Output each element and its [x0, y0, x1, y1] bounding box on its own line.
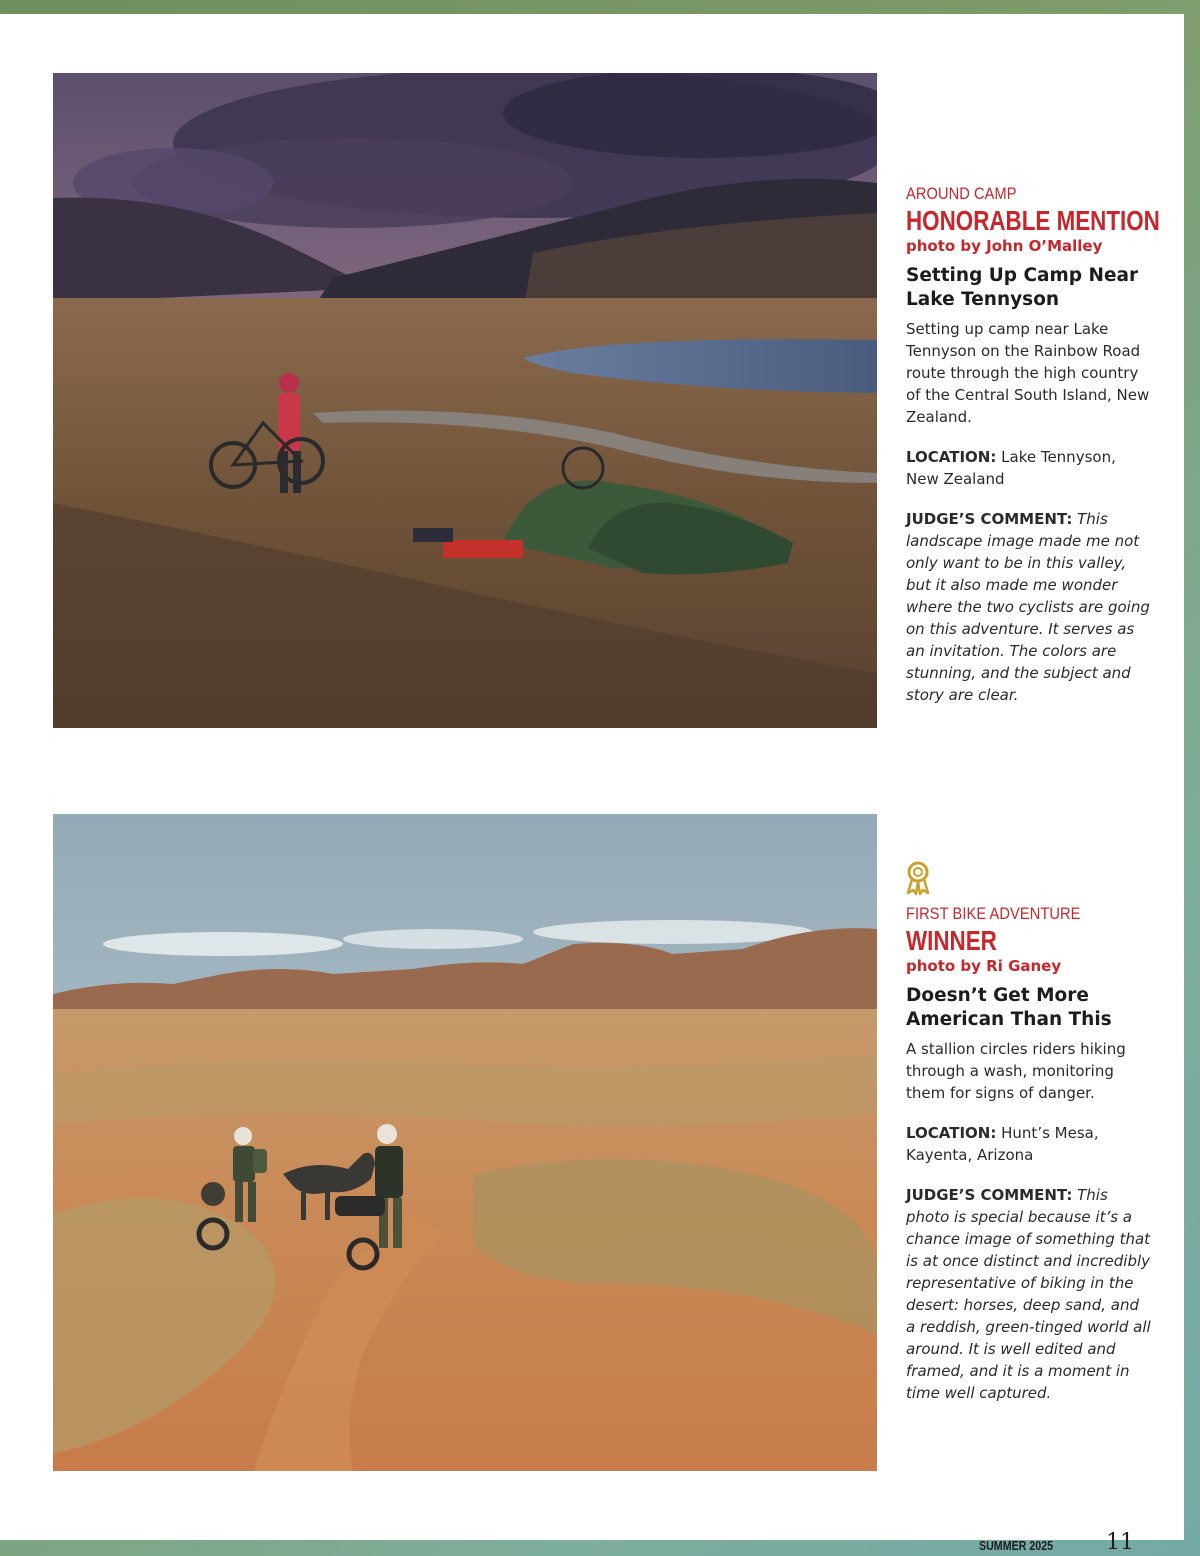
category-label: AROUND CAMP: [906, 184, 1017, 203]
caption-body: [906, 1038, 1151, 1404]
award-title: WINNER: [906, 925, 997, 956]
judge-comment-label: JUDGE’S COMMENT:: [906, 510, 1073, 528]
judge-comment: [906, 1184, 1151, 1404]
location-line: [906, 446, 1151, 490]
judge-comment-label: JUDGE’S COMMENT:: [906, 1186, 1073, 1204]
location-label: LOCATION:: [906, 448, 997, 466]
caption-honorable-mention: [906, 184, 1160, 724]
photo-desert-riders: [53, 814, 877, 1471]
judge-comment-text: This photo is special because it’s a chance image of something that is at once distinct and incredibly representative of biking in the desert: horses, deep sand, and a reddish, green-tinged world all around. It is well edited and framed, and it is a moment in time well captured.: [906, 1186, 1151, 1402]
location-line: [906, 1122, 1151, 1166]
location-value: Hunt’s Mesa, Kayenta, Arizona: [906, 1124, 1099, 1164]
photo-title: Setting Up Camp Near Lake Tennyson: [906, 265, 1139, 310]
location-value: Lake Tennyson, New Zealand: [906, 448, 1116, 488]
issue-label: SUMMER 2025: [979, 1538, 1054, 1553]
magazine-page: [0, 14, 1184, 1555]
photo-description: Setting up camp near Lake Tennyson on the Rainbow Road route through the high country of the Central South Island, New Zealand.: [906, 320, 1150, 426]
page-number: 11: [1106, 1530, 1134, 1555]
location-label: LOCATION:: [906, 1124, 997, 1142]
photo-title: Doesn’t Get More American Than This: [906, 985, 1112, 1030]
photo-description: A stallion circles riders hiking through a wash, monitoring them for signs of danger.: [906, 1040, 1126, 1102]
photo-credit: photo by John O’Malley: [906, 237, 1103, 255]
category-label: FIRST BIKE ADVENTURE: [906, 904, 1081, 923]
caption-body: [906, 318, 1151, 706]
award-ribbon-icon: [904, 860, 932, 896]
award-title: HONORABLE MENTION: [906, 205, 1160, 236]
judge-comment: [906, 508, 1151, 706]
photo-credit: photo by Ri Ganey: [906, 957, 1062, 975]
photo-camp-lake-tennyson: [53, 73, 877, 728]
caption-winner: [906, 860, 1151, 1422]
judge-comment-text: This landscape image made me not only want to be in this valley, but it also made me wonder where the two cyclists are going on this adventure. It serves as an invitation. The colors are stunning, and the subject and story are clear.: [906, 510, 1150, 704]
